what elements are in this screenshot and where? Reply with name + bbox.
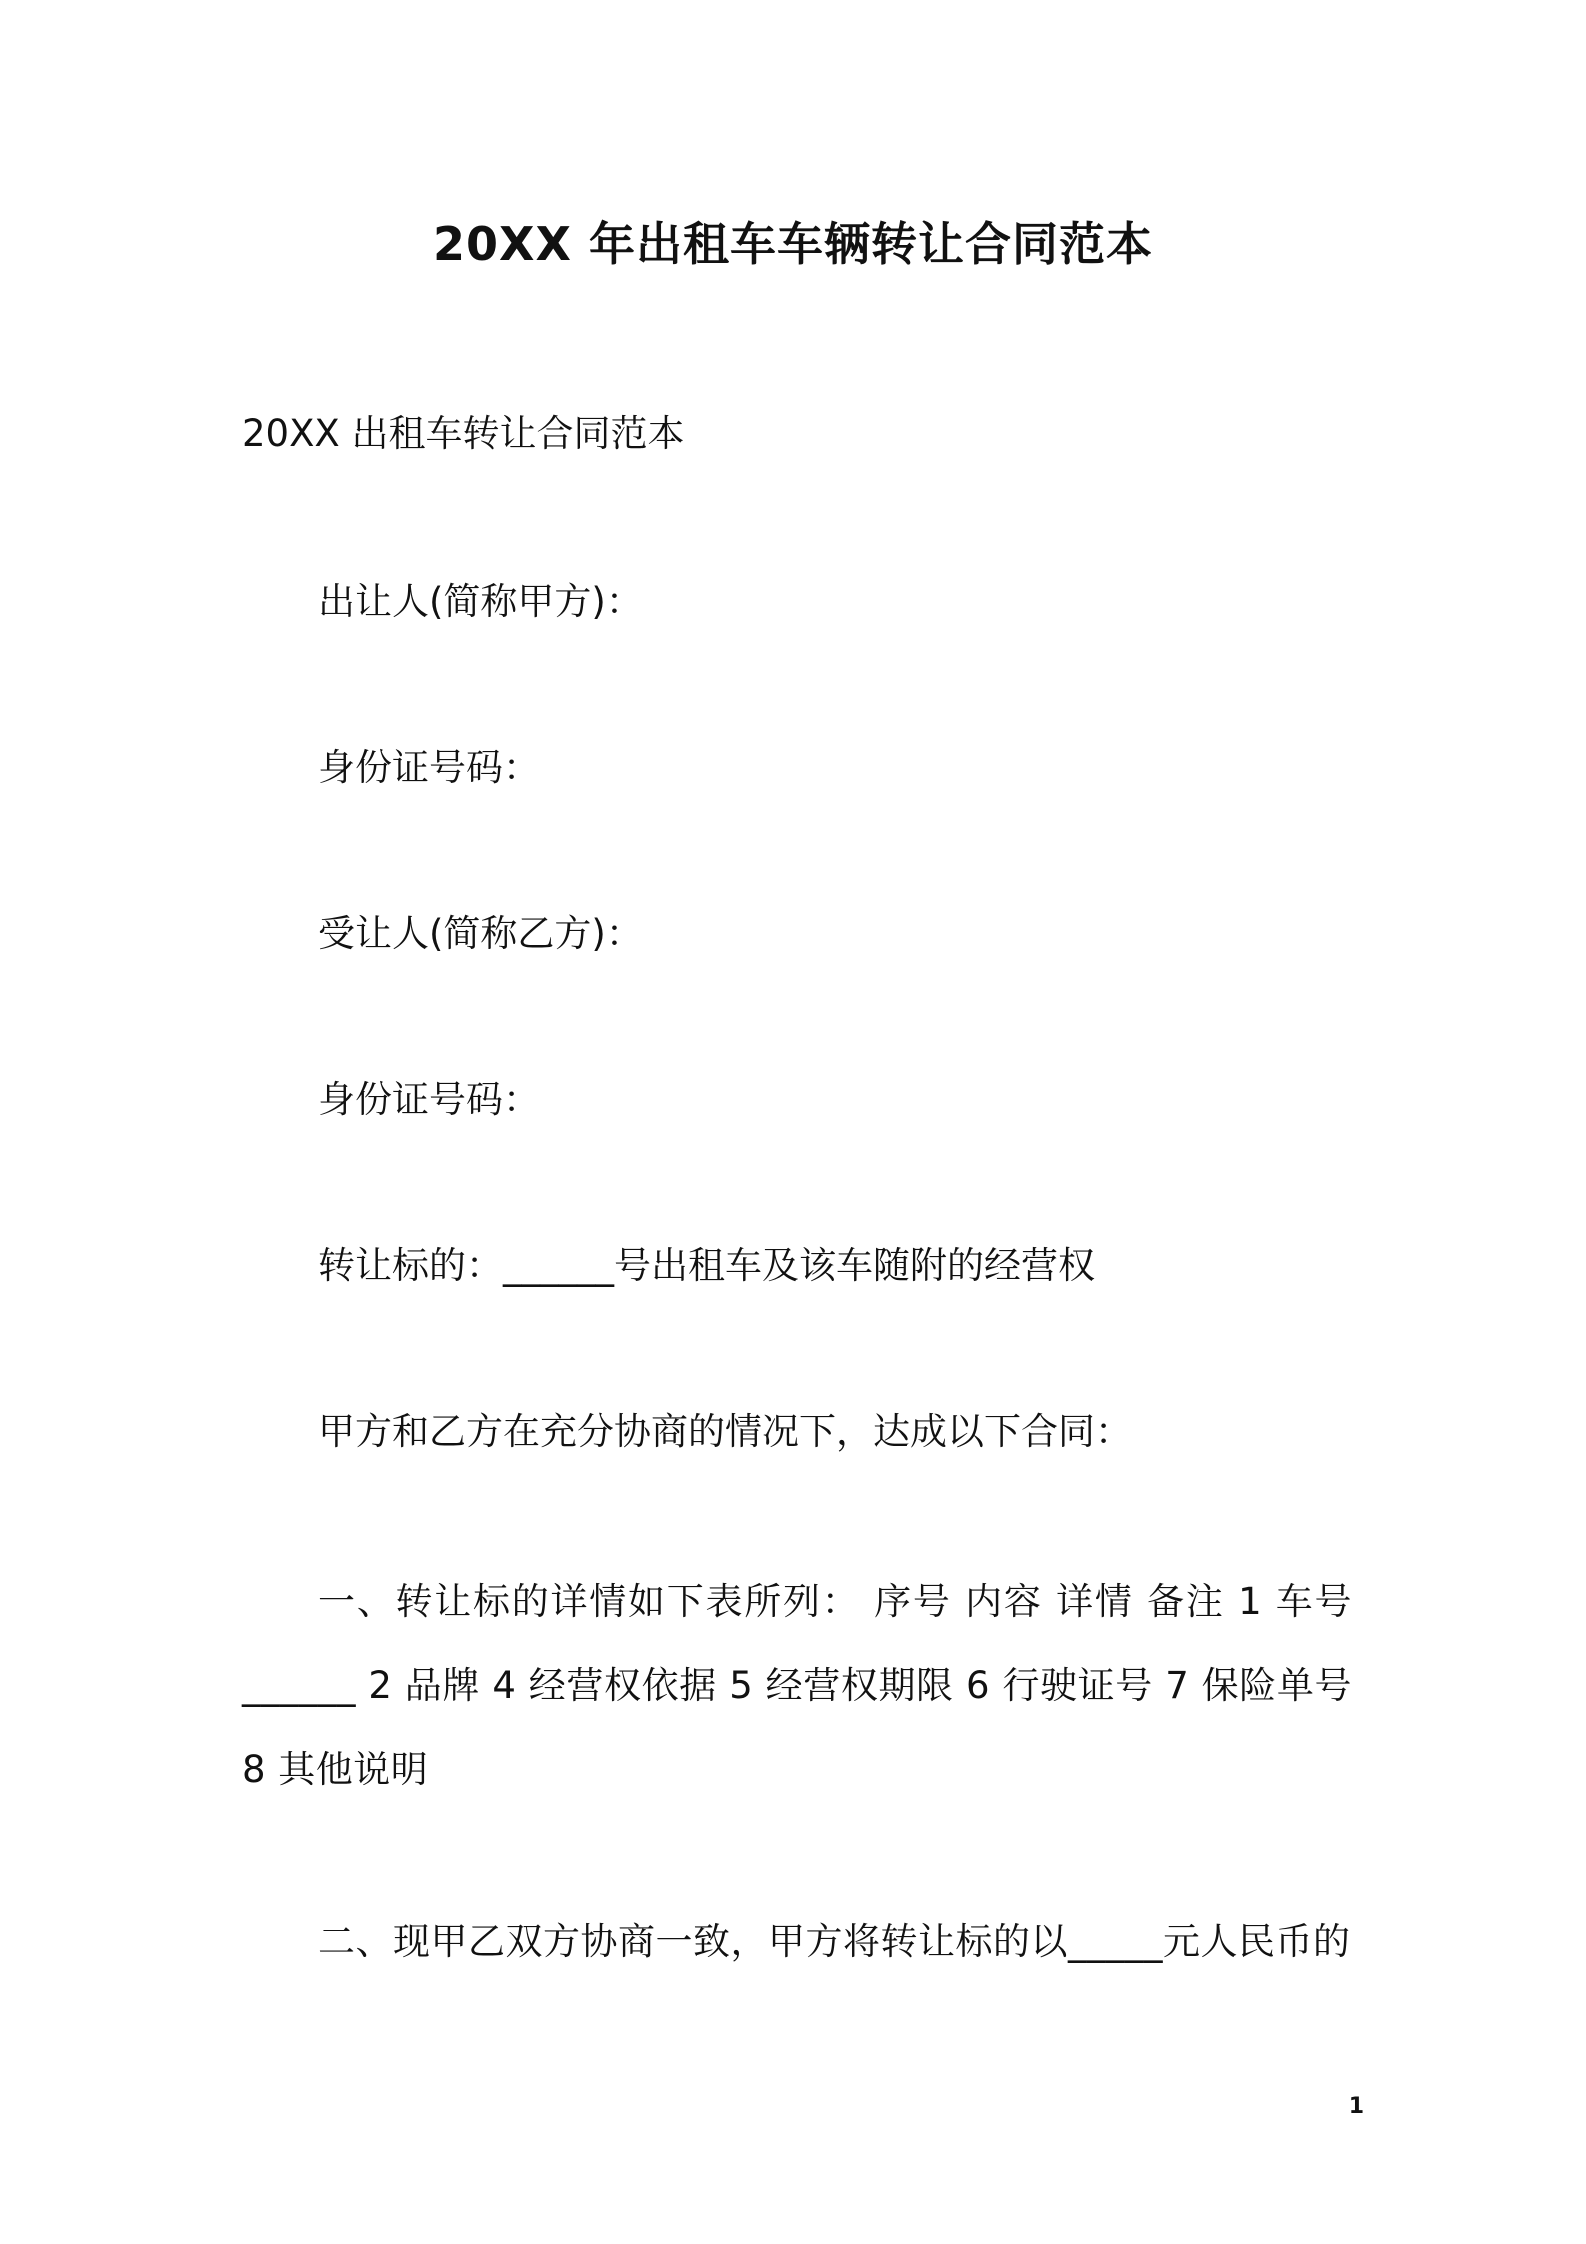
clause-1-paragraph: 一、转让标的详情如下表所列： 序号 内容 详情 备注 1 车号 ______ 2 品牌 4 经营权依据 5 经营权期限 6 行驶证号 7 保险单号 8 其他说明 (242, 1580, 1352, 1791)
transfer-subject-line: 转让标的：______号出租车及该车随附的经营权 (318, 1244, 1095, 1287)
transferee-line: 受让人(简称乙方)： (318, 912, 643, 955)
transferor-id-line: 身份证号码： (318, 746, 540, 789)
agreement-intro-line: 甲方和乙方在充分协商的情况下，达成以下合同： (318, 1410, 1132, 1453)
transferee-id-line: 身份证号码： (318, 1078, 540, 1121)
clause-2-paragraph: 二、现甲乙双方协商一致，甲方将转让标的以_____元人民币的 (318, 1920, 1351, 1963)
document-subtitle: 20XX 出租车转让合同范本 (242, 412, 685, 455)
page-number: 1 (1348, 2094, 1364, 2119)
transferor-line: 出让人(简称甲方)： (318, 580, 643, 623)
document-title: 20XX 年出租车车辆转让合同范本 (433, 217, 1153, 271)
